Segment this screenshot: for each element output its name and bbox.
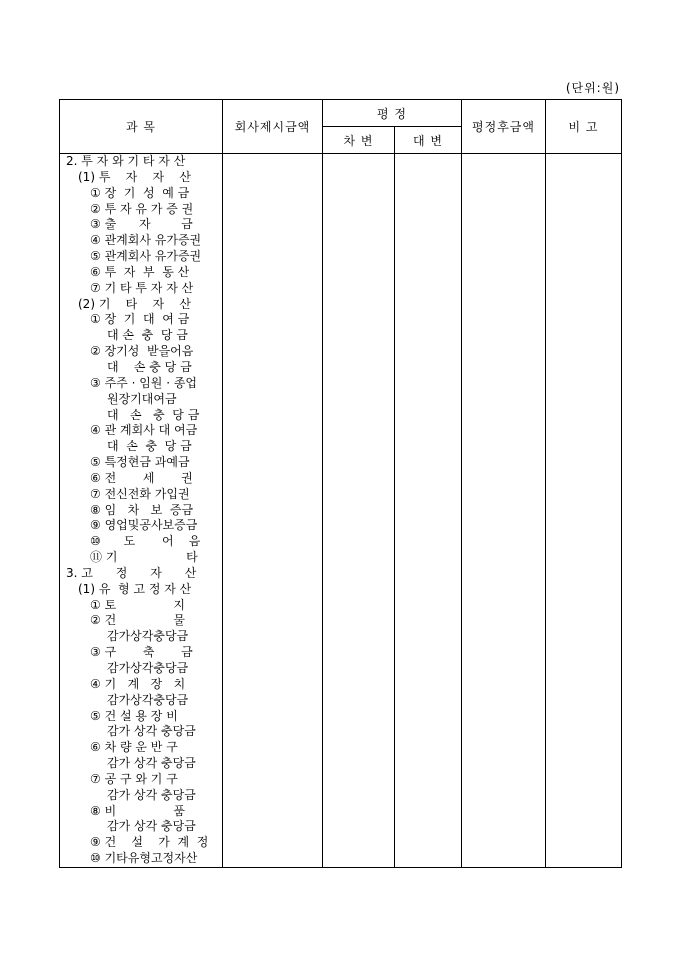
item-line: ① 토 지 [90,597,185,612]
item-line: 대 손 충 당 금 [107,328,188,343]
item-line: ③ 구 축 금 [90,645,193,660]
item-line: ③ 주주 · 임원 · 종업 [90,375,198,390]
header-credit: 대 변 [395,127,462,154]
item-line: 2. 투 자 와 기 타 자 산 [66,154,186,168]
item-line: ④ 기 계 장 치 [90,676,186,691]
company-amount-column[interactable] [223,154,323,868]
item-line: ⑦ 전신전화 가입권 [90,486,190,501]
item-line: ⑦ 공 구 와 기 구 [90,771,178,786]
item-line: (1) 유 형 고 정 자 산 [78,581,192,596]
header-valuation: 평 정 [323,100,462,127]
item-line: ⑧ 비 품 [90,803,185,818]
item-line: ① 장 기 성 예 금 [90,185,190,200]
header-after-amount: 평정후금액 [462,100,546,154]
item-line: 3. 고 정 자 산 [66,565,197,580]
item-line: ⑤ 특정현금 과예금 [90,455,190,470]
item-line: ⑨ 영업및공사보증금 [90,518,198,533]
item-line: ① 장 기 대 여 금 [90,312,190,327]
item-line: (1) 투 자 자 산 [78,169,191,184]
item-line: ② 건 물 [90,613,185,628]
item-line: ⑤ 건 설 용 장 비 [90,708,178,723]
item-line: ⑤ 관계회사 유가증권 [90,249,202,264]
item-line: 대 손 충 당 금 [107,359,192,374]
item-line: ② 장기성 받을어음 [90,344,194,359]
after-amount-column[interactable] [462,154,546,868]
item-line: 감가 상각 충당금 [107,787,196,802]
subject-column [60,154,223,868]
item-line: 감가 상각 충당금 [107,756,196,771]
item-line: (2) 기 타 자 산 [78,296,191,311]
unit-label: (단위:원) [565,81,620,95]
item-line: 감가상각충당금 [107,692,189,707]
remarks-column[interactable] [546,154,622,868]
item-line: ⑨ 건 설 가 계 정 [90,835,209,850]
item-line: ② 투 자 유 가 증 권 [90,201,194,216]
item-line: ⑦ 기 타 투 자 자 산 [90,280,194,295]
item-line: ④ 관 계회사 대 여금 [90,423,198,438]
item-line: ⑥ 전 세 권 [90,470,193,485]
item-line: 감가 상각 충당금 [107,724,196,739]
item-line: ⑧ 임 차 보 증금 [90,502,194,517]
item-line: ⑩ 기타유형고정자산 [90,851,198,866]
item-line: ③ 출 자 금 [90,217,193,232]
item-line: 감가상각충당금 [107,629,189,644]
item-line: 대 손 충 당 금 [107,439,192,454]
item-line: 감가 상각 충당금 [107,819,196,834]
valuation-table [59,99,622,868]
item-line: 대 손 충 당 금 [107,407,200,422]
item-line: ⑥ 투 자 부 동 산 [90,264,190,279]
item-line: ⑪ 기 타 [90,550,198,565]
credit-column[interactable] [395,154,462,868]
item-line: ④ 관계회사 유가증권 [90,233,202,248]
header-company-amount: 회사제시금액 [223,100,323,154]
header-subject: 과 목 [60,100,223,154]
item-line: 원장기대여금 [107,391,177,406]
item-line: 감가상각충당금 [107,661,189,675]
item-line: ⑥ 차 량 운 반 구 [90,740,178,755]
header-remarks: 비 고 [546,100,622,154]
item-line: ⑩ 도 어 음 [90,534,201,549]
header-debit: 차 변 [323,127,395,154]
debit-column[interactable] [323,154,395,868]
